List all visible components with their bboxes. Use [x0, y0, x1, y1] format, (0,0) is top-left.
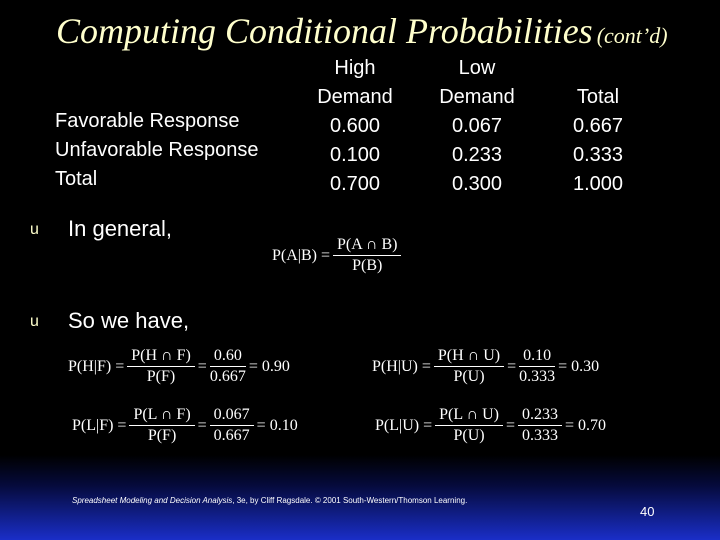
column-total — [543, 54, 653, 199]
formula-fraction-values — [518, 405, 562, 446]
formula-equals: = — [507, 357, 517, 375]
row-label-unfavorable: Unfavorable Response — [55, 139, 259, 161]
fraction-denominator: P(U) — [453, 368, 485, 385]
fraction-denominator: P(B) — [352, 257, 383, 274]
fraction-numerator: 0.233 — [518, 405, 562, 426]
fraction-numerator: P(H ∩ F) — [127, 346, 195, 367]
formula-lhs: P(A|B) = — [272, 246, 331, 264]
table-cell: 0.667 — [572, 115, 624, 137]
row-label-favorable: Favorable Response — [55, 110, 240, 132]
formula-fraction — [127, 346, 195, 387]
fraction-numerator: P(L ∩ F) — [129, 405, 194, 426]
fraction-numerator: P(A ∩ B) — [333, 235, 401, 256]
table-cell: 0.700 — [329, 173, 381, 195]
formula-result: = 0.30 — [558, 357, 600, 375]
formula-fraction-values — [210, 346, 246, 387]
formula-fraction — [333, 235, 401, 276]
formula-general — [272, 235, 404, 276]
fraction-denominator: P(F) — [147, 427, 177, 444]
table-cell: 0.233 — [451, 144, 503, 166]
column-header-line1: Low — [458, 57, 496, 79]
fraction-denominator: P(U) — [453, 427, 485, 444]
formula-fraction-values — [519, 346, 555, 387]
formula-p-h-given-u — [372, 346, 599, 387]
footer-book-title: Spreadsheet Modeling and Decision Analysis — [72, 496, 233, 505]
page-number: 40 — [640, 504, 655, 519]
formula-equals: = — [197, 357, 207, 375]
formula-lhs: P(H|U) = — [372, 357, 431, 375]
column-header-line1 — [543, 54, 653, 83]
table-cell: 0.600 — [329, 115, 381, 137]
footer-citation — [72, 496, 467, 505]
slide-title — [56, 10, 668, 52]
column-header-line2: Total — [576, 86, 620, 108]
bullet-icon: u — [30, 313, 39, 330]
column-header-line2: Demand — [317, 86, 393, 108]
bullet-icon: u — [30, 221, 39, 238]
formula-result: = 0.70 — [564, 416, 607, 434]
formula-result: = 0.90 — [248, 357, 290, 375]
column-high-demand — [300, 54, 410, 199]
table-cell: 0.100 — [329, 144, 381, 166]
fraction-denominator: 0.333 — [519, 368, 556, 385]
formula-lhs: P(L|U) = — [375, 416, 433, 434]
fraction-denominator: 0.333 — [521, 427, 558, 444]
fraction-numerator: 0.60 — [210, 346, 246, 367]
bullet-text-general: In general, — [68, 216, 172, 241]
formula-fraction-values — [210, 405, 254, 446]
title-sub: (cont’d) — [596, 23, 668, 48]
formula-equals: = — [197, 416, 207, 434]
row-label-total: Total — [55, 168, 98, 190]
table-cell: 0.333 — [572, 144, 624, 166]
column-header-line2: Demand — [439, 86, 515, 108]
formula-equals: = — [505, 416, 515, 434]
title-main: Computing Conditional Probabilities — [56, 11, 593, 51]
formula-fraction — [434, 346, 504, 387]
table-cell: 0.067 — [451, 115, 503, 137]
formula-lhs: P(L|F) = — [72, 416, 127, 434]
table-cell: 0.300 — [451, 173, 503, 195]
fraction-numerator: 0.10 — [519, 346, 555, 367]
footer-rest: , 3e, by Cliff Ragsdale. © 2001 South-Western/Thomson Learning. — [232, 496, 468, 505]
fraction-numerator: P(L ∩ U) — [435, 405, 503, 426]
formula-result: = 0.10 — [256, 416, 298, 434]
fraction-numerator: P(H ∩ U) — [434, 346, 504, 367]
formula-lhs: P(H|F) = — [68, 357, 125, 375]
bullet-text-so-we-have: So we have, — [68, 308, 190, 333]
column-low-demand — [422, 54, 532, 199]
fraction-denominator: P(F) — [146, 368, 176, 385]
fraction-denominator: 0.667 — [213, 427, 250, 444]
column-header-line1: High — [334, 57, 376, 79]
formula-p-l-given-u — [375, 405, 606, 446]
fraction-denominator: 0.667 — [209, 368, 246, 385]
fraction-numerator: 0.067 — [210, 405, 254, 426]
formula-fraction — [129, 405, 194, 446]
row-labels — [55, 107, 258, 194]
table-cell: 1.000 — [572, 173, 624, 195]
formula-p-h-given-f — [68, 346, 290, 387]
formula-p-l-given-f — [72, 405, 298, 446]
formula-fraction — [435, 405, 503, 446]
